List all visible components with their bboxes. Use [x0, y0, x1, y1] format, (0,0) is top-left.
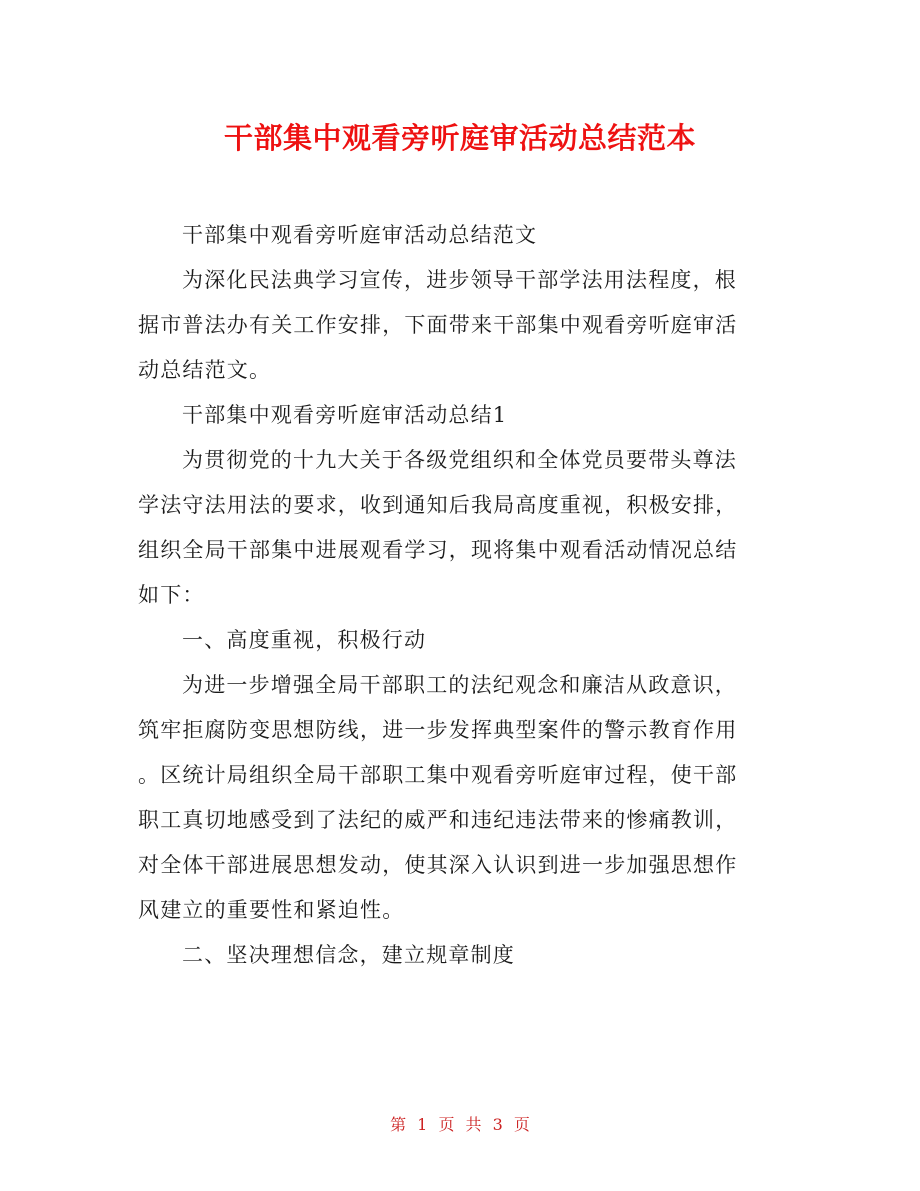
paragraph-line: 为进一步增强全局干部职工的法纪观念和廉洁从政意识， [182, 673, 737, 697]
paragraph-line: 一、高度重视，积极行动 [182, 628, 427, 652]
paragraph-heading-one [138, 618, 783, 663]
paragraph-line: 动总结范文。 [138, 358, 272, 382]
paragraph-line: 。区统计局组织全局干部职工集中观看旁听庭审过程，使干部 [138, 763, 738, 787]
paragraph-line: 为深化民法典学习宣传，进步领导干部学法用法程度，根 [182, 268, 737, 292]
paragraph-line: 对全体干部进展思想发动，使其深入认识到进一步加强思想作 [138, 853, 738, 877]
paragraph-intro [138, 258, 783, 393]
paragraph-line: 组织全局干部集中进展观看学习，现将集中观看活动情况总结 [138, 538, 738, 562]
paragraph-line: 如下： [138, 583, 205, 607]
paragraph-line: 二、坚决理想信念，建立规章制度 [182, 943, 515, 967]
paragraph-subtitle [138, 213, 783, 258]
page-number-footer: 第 1 页 共 3 页 [390, 1115, 530, 1134]
paragraph-line: 风建立的重要性和紧迫性。 [138, 898, 405, 922]
paragraph-line: 干部集中观看旁听庭审活动总结1 [182, 403, 508, 427]
paragraph-body [138, 663, 783, 933]
document-title: 干部集中观看旁听庭审活动总结范本 [223, 121, 696, 155]
paragraph-section-heading [138, 393, 783, 438]
paragraph-line: 筑牢拒腐防变思想防线，进一步发挥典型案件的警示教育作用 [138, 718, 738, 742]
paragraph-heading-two [138, 933, 783, 978]
paragraph-line: 干部集中观看旁听庭审活动总结范文 [182, 223, 538, 247]
document-body [138, 213, 783, 978]
paragraph-line: 为贯彻党的十九大关于各级党组织和全体党员要带头尊法 [182, 448, 737, 472]
paragraph-line: 据市普法办有关工作安排，下面带来干部集中观看旁听庭审活 [138, 313, 738, 337]
paragraph-line: 职工真切地感受到了法纪的威严和违纪违法带来的惨痛教训， [138, 808, 738, 832]
paragraph-line: 学法守法用法的要求，收到通知后我局高度重视，积极安排， [138, 493, 738, 517]
paragraph-body [138, 438, 783, 618]
